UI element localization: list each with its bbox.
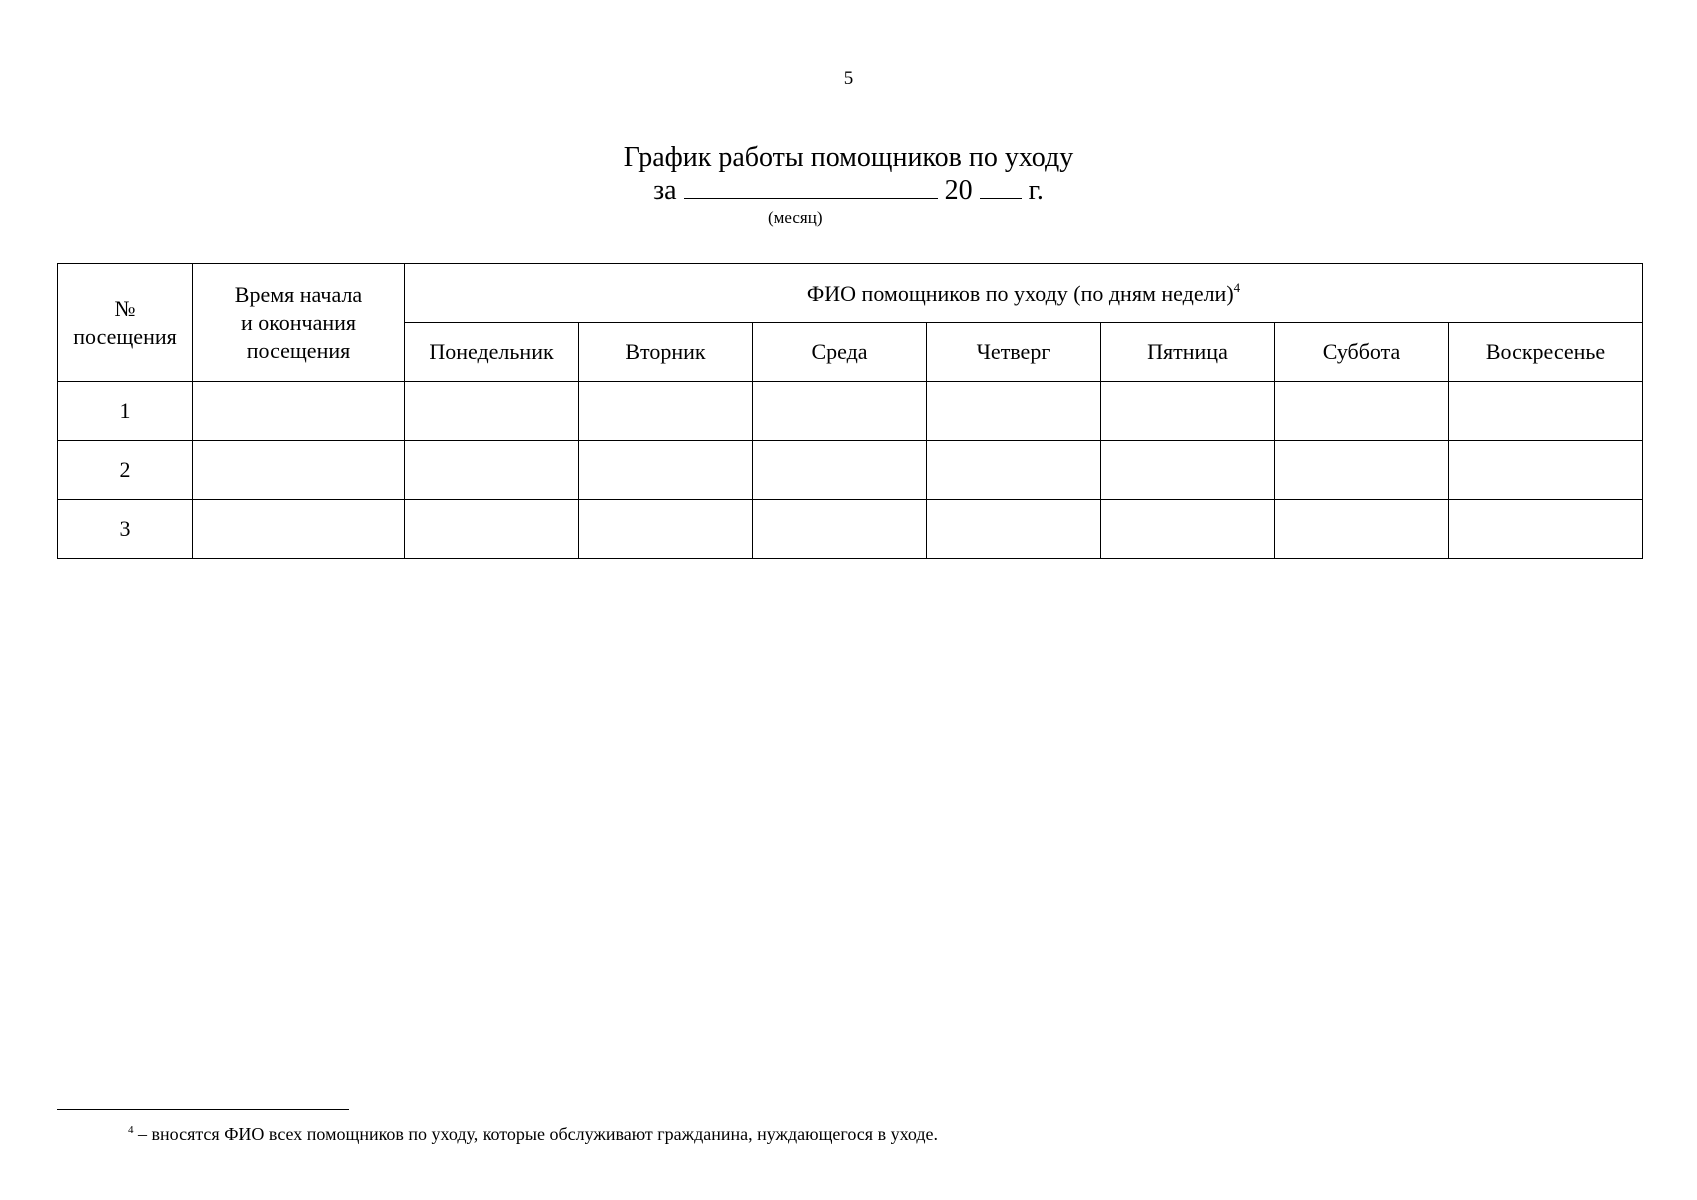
footnote-text: – вносятся ФИО всех помощников по уходу, которые обслуживают гражданина, нуждающегося в уходе. — [133, 1124, 939, 1144]
col-header-visit-number — [58, 264, 193, 382]
month-hint: (месяц) — [768, 208, 823, 227]
page-number: 5 — [843, 68, 854, 89]
col-header-visit-number-line1: № — [114, 295, 136, 321]
visit-number-cell: 2 — [58, 441, 193, 500]
table-row — [58, 382, 1643, 441]
assistant-name-cell[interactable] — [753, 441, 927, 500]
assistant-name-cell[interactable] — [753, 500, 927, 559]
assistant-name-cell[interactable] — [927, 500, 1101, 559]
table-row — [58, 500, 1643, 559]
visit-time-cell[interactable] — [193, 441, 405, 500]
assistant-name-cell[interactable] — [1449, 500, 1643, 559]
year-blank-field[interactable] — [980, 176, 1022, 199]
assistant-name-cell[interactable] — [1101, 441, 1275, 500]
col-header-visit-time-line1: Время начала — [234, 281, 363, 307]
assistant-name-cell[interactable] — [1101, 500, 1275, 559]
assistant-name-cell[interactable] — [927, 441, 1101, 500]
assistant-name-cell[interactable] — [1449, 441, 1643, 500]
month-blank-field[interactable] — [684, 176, 938, 199]
assistant-name-cell[interactable] — [579, 500, 753, 559]
footnote-mark: 4 — [128, 1124, 134, 1136]
assistant-name-cell[interactable] — [753, 382, 927, 441]
assistant-name-cell[interactable] — [579, 382, 753, 441]
subtitle-prefix: за — [653, 175, 677, 206]
title-block — [0, 142, 1697, 208]
col-header-visit-time — [193, 264, 405, 382]
col-header-day: Четверг — [927, 323, 1101, 382]
assistant-name-cell[interactable] — [1275, 500, 1449, 559]
visit-number-cell: 1 — [58, 382, 193, 441]
col-header-day: Воскресенье — [1449, 323, 1643, 382]
footnote-divider — [57, 1109, 349, 1110]
col-header-day: Среда — [753, 323, 927, 382]
schedule-table — [57, 263, 1643, 559]
visit-number-cell: 3 — [58, 500, 193, 559]
visit-time-cell[interactable] — [193, 500, 405, 559]
assistant-name-cell[interactable] — [1449, 382, 1643, 441]
assistant-name-cell[interactable] — [405, 382, 579, 441]
assistant-name-cell[interactable] — [1275, 441, 1449, 500]
col-header-assistants-group — [405, 264, 1643, 323]
assistant-name-cell[interactable] — [405, 441, 579, 500]
assistants-group-label: ФИО помощников по уходу (по дням недели) — [806, 280, 1234, 306]
col-header-visit-time-line2: и окончания — [240, 309, 357, 335]
col-header-day: Понедельник — [405, 323, 579, 382]
subtitle-year-prefix: 20 — [944, 175, 973, 206]
assistant-name-cell[interactable] — [1275, 382, 1449, 441]
col-header-day: Вторник — [579, 323, 753, 382]
subtitle-suffix: г. — [1028, 175, 1044, 206]
table-row — [58, 441, 1643, 500]
col-header-day: Пятница — [1101, 323, 1275, 382]
assistant-name-cell[interactable] — [1101, 382, 1275, 441]
assistant-name-cell[interactable] — [405, 500, 579, 559]
assistant-name-cell[interactable] — [579, 441, 753, 500]
footnote — [128, 1124, 938, 1145]
visit-time-cell[interactable] — [193, 382, 405, 441]
page-title: График работы помощников по уходу — [623, 142, 1074, 173]
col-header-visit-time-line3: посещения — [246, 337, 351, 363]
col-header-visit-number-line2: посещения — [73, 323, 177, 349]
page-subtitle — [0, 174, 1697, 208]
footnote-ref-mark: 4 — [1233, 279, 1241, 295]
assistant-name-cell[interactable] — [927, 382, 1101, 441]
col-header-day: Суббота — [1275, 323, 1449, 382]
